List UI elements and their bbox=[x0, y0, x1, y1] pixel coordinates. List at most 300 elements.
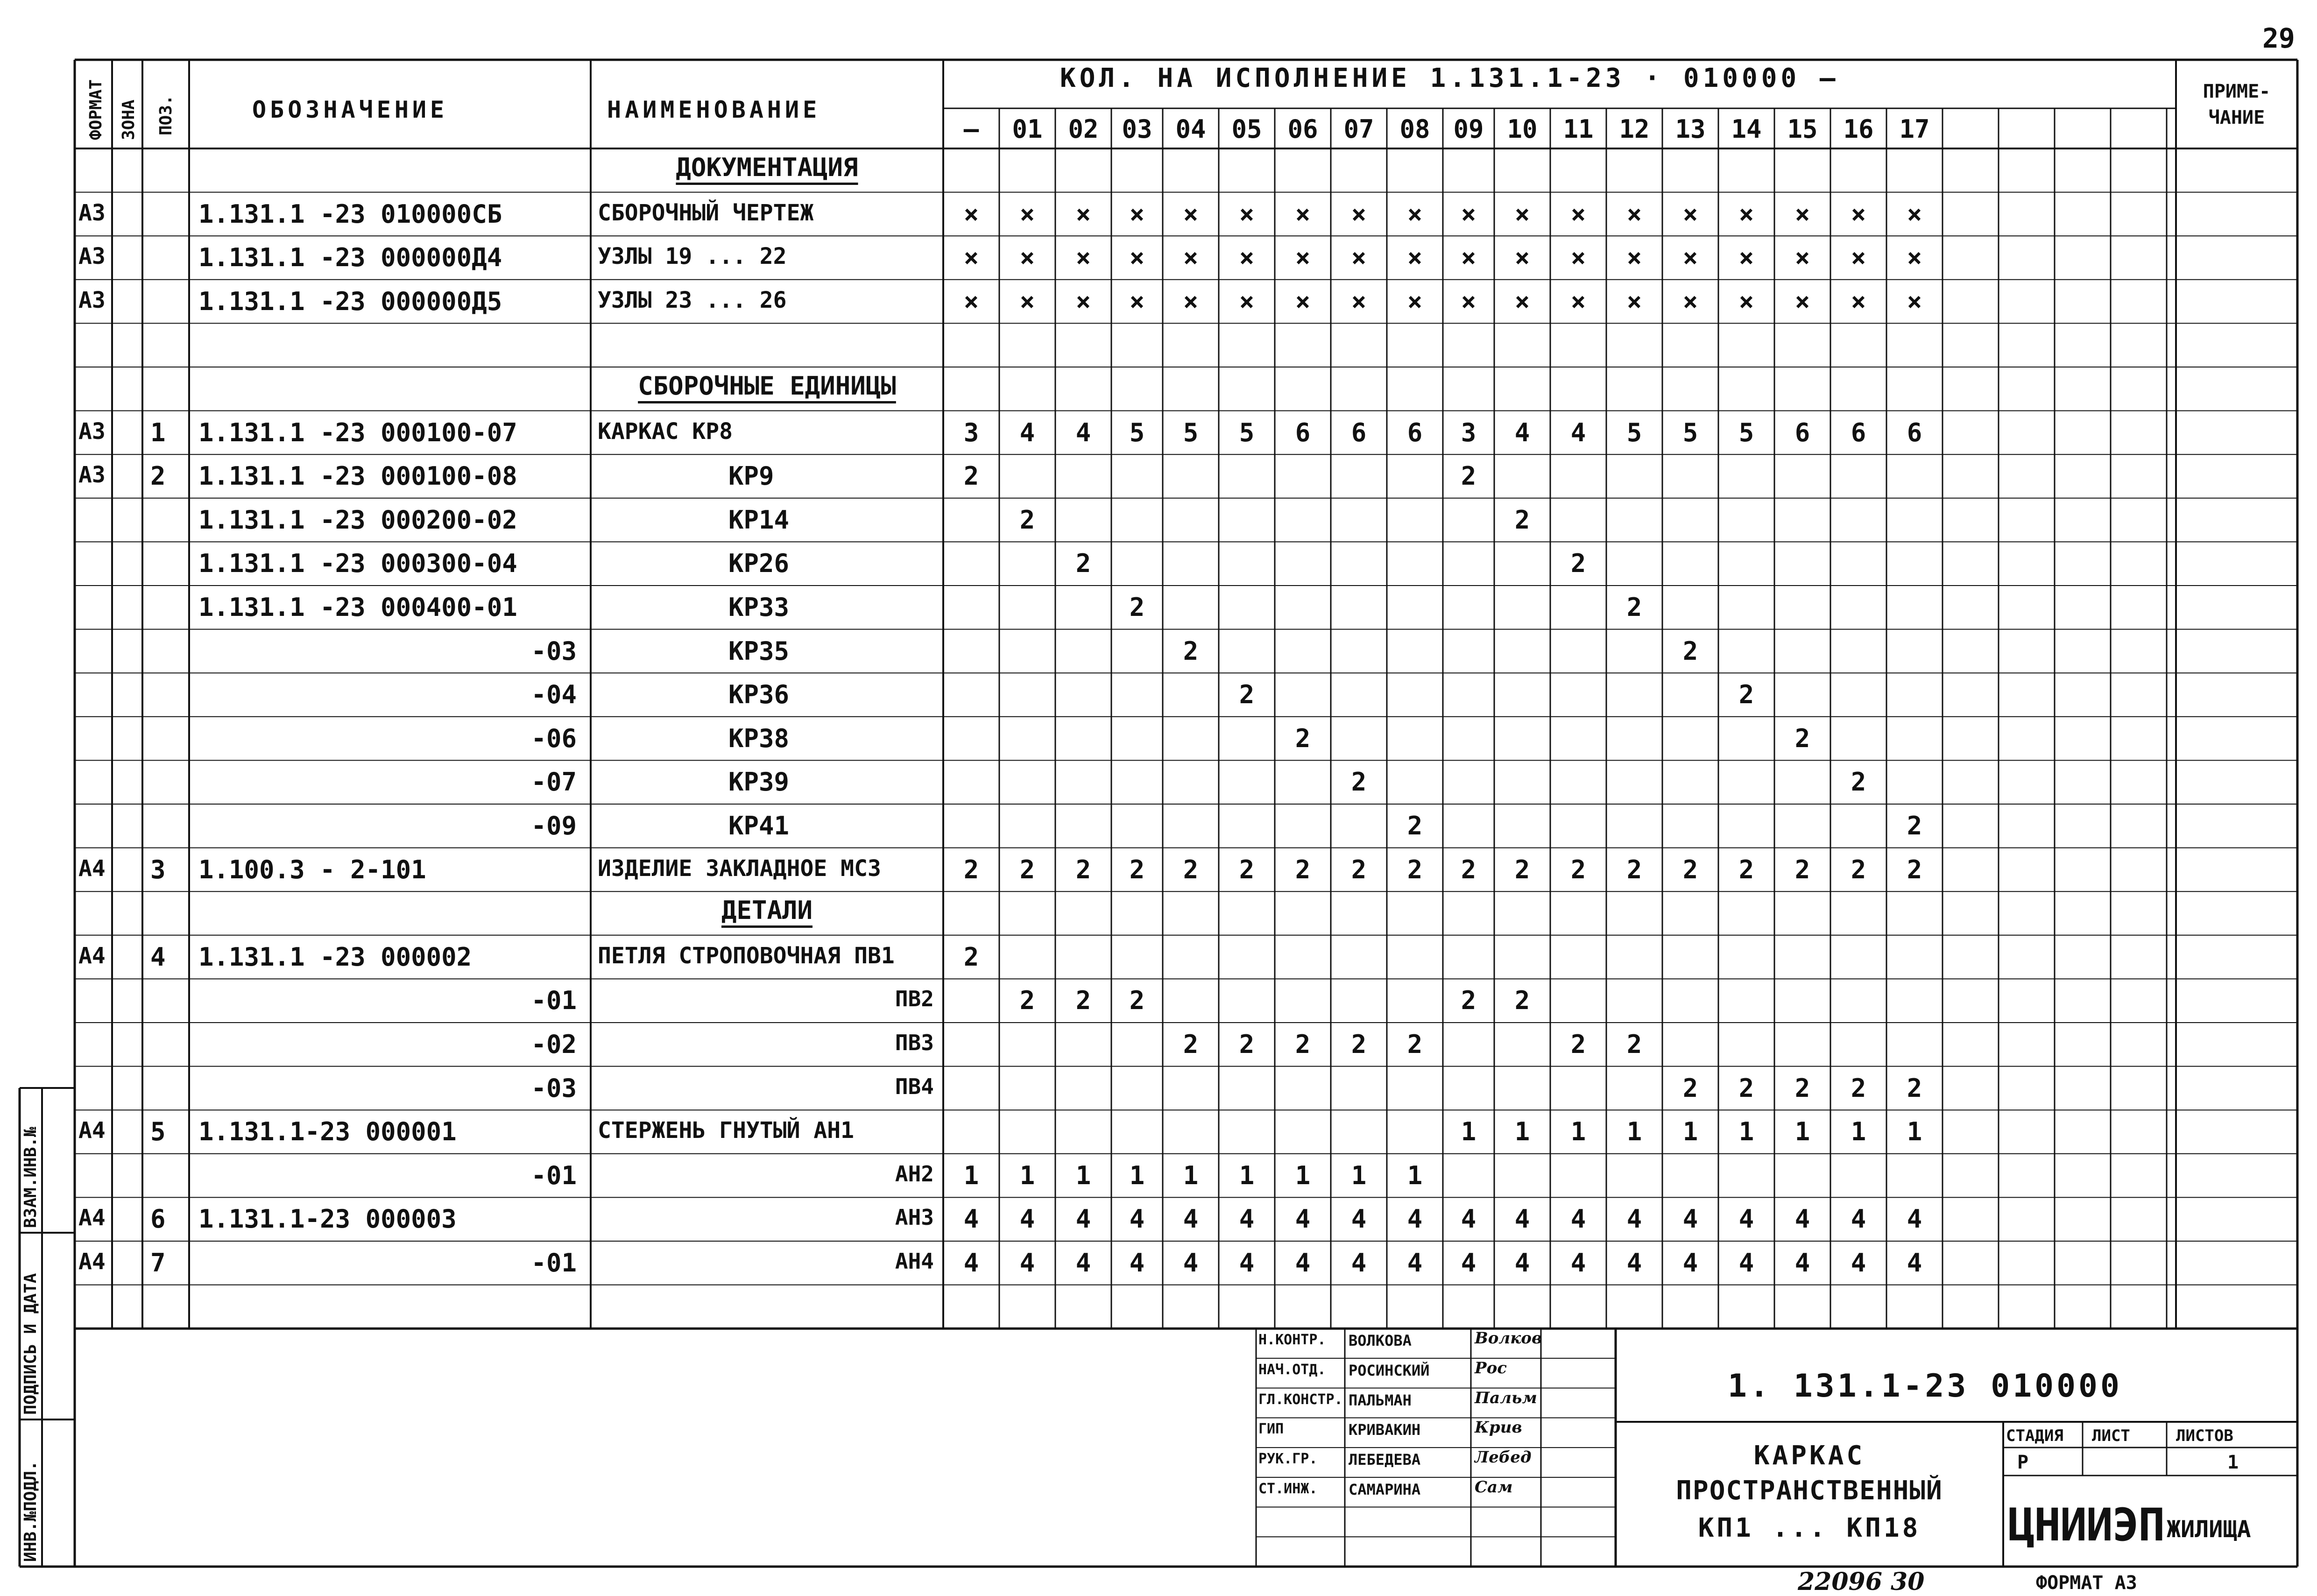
qty-cell: 2 bbox=[1794, 723, 1810, 753]
header-format: ФОРМАТ bbox=[86, 79, 106, 140]
qty-cell: 2 bbox=[1738, 854, 1754, 884]
variant-header-4: 04 bbox=[1175, 114, 1206, 144]
title-line-3: КП1 ... КП18 bbox=[1698, 1513, 1921, 1543]
qty-cell: × bbox=[1514, 199, 1530, 229]
qty-cell: 2 bbox=[1295, 723, 1311, 753]
variant-header-14: 14 bbox=[1731, 114, 1762, 144]
signature: Лебед bbox=[1475, 1448, 1532, 1467]
row-name: СТЕРЖЕНЬ ГНУТЫЙ АН1 bbox=[598, 1117, 855, 1144]
role-label: НАЧ.ОТД. bbox=[1258, 1361, 1326, 1378]
qty-cell: 2 bbox=[1738, 1073, 1754, 1103]
qty-cell: × bbox=[1019, 286, 1035, 316]
row-name: ПВ2 bbox=[895, 986, 934, 1012]
variant-header-9: 09 bbox=[1453, 114, 1484, 144]
row-designation: 1.131.1 -23 010000СБ bbox=[198, 199, 502, 229]
qty-cell: 4 bbox=[1461, 1204, 1476, 1234]
qty-cell: 5 bbox=[1239, 417, 1255, 447]
qty-cell: 2 bbox=[1907, 811, 1922, 840]
qty-cell: 2 bbox=[1351, 854, 1367, 884]
row-designation: 1.131.1 -23 000000Д5 bbox=[198, 286, 502, 316]
qty-cell: × bbox=[1794, 243, 1810, 273]
qty-cell: 6 bbox=[1907, 417, 1922, 447]
qty-cell: 4 bbox=[1907, 1204, 1922, 1234]
qty-cell: × bbox=[1461, 199, 1476, 229]
qty-cell: × bbox=[1682, 243, 1698, 273]
qty-cell: 4 bbox=[1295, 1204, 1311, 1234]
qty-cell: 2 bbox=[1626, 854, 1642, 884]
qty-cell: 2 bbox=[1129, 593, 1145, 622]
row-designation: 1.131.1-23 000003 bbox=[198, 1204, 457, 1234]
qty-cell: 4 bbox=[1682, 1204, 1698, 1234]
qty-cell: × bbox=[1907, 243, 1922, 273]
title-line-2: ПРОСТРАНСТВЕННЫЙ bbox=[1676, 1476, 1943, 1506]
row-format: А3 bbox=[78, 462, 106, 488]
row-designation: 1.131.1 -23 000100-08 bbox=[198, 461, 517, 491]
row-designation: -07 bbox=[531, 767, 577, 797]
side-stamp-replacement: ВЗАМ.ИНВ.№ bbox=[21, 1127, 40, 1228]
side-stamp-inventory: ИНВ.№ПОДЛ. bbox=[21, 1461, 40, 1562]
qty-cell: 2 bbox=[1295, 1030, 1311, 1059]
qty-cell: 1 bbox=[1738, 1117, 1754, 1147]
qty-cell: 5 bbox=[1626, 417, 1642, 447]
qty-cell: 2 bbox=[1851, 854, 1866, 884]
row-format: А3 bbox=[78, 199, 106, 226]
qty-cell: × bbox=[1738, 243, 1754, 273]
variant-header-0: – bbox=[963, 114, 979, 144]
qty-cell: 1 bbox=[963, 1160, 979, 1190]
qty-cell: 5 bbox=[1183, 417, 1199, 447]
qty-cell: × bbox=[1129, 286, 1145, 316]
row-pos: 3 bbox=[150, 854, 166, 884]
qty-cell: 4 bbox=[1129, 1204, 1145, 1234]
section-heading: СБОРОЧНЫЕ ЕДИНИЦЫ bbox=[638, 371, 896, 401]
qty-cell: × bbox=[1351, 199, 1367, 229]
qty-cell: × bbox=[1075, 286, 1091, 316]
section-heading: ДЕТАЛИ bbox=[721, 896, 813, 925]
qty-cell: 1 bbox=[1295, 1160, 1311, 1190]
qty-cell: 1 bbox=[1570, 1117, 1586, 1147]
stage-label: СТАДИЯ bbox=[2006, 1427, 2063, 1445]
qty-cell: 4 bbox=[1183, 1204, 1199, 1234]
qty-cell: 6 bbox=[1794, 417, 1810, 447]
qty-cell: 2 bbox=[1570, 549, 1586, 579]
row-name: КР14 bbox=[728, 505, 790, 535]
qty-cell: × bbox=[1295, 199, 1311, 229]
variant-header-7: 07 bbox=[1343, 114, 1374, 144]
qty-cell: 2 bbox=[1129, 854, 1145, 884]
variant-header-17: 17 bbox=[1899, 114, 1930, 144]
qty-cell: 4 bbox=[1626, 1204, 1642, 1234]
qty-cell: 6 bbox=[1407, 417, 1423, 447]
row-designation: -01 bbox=[531, 1248, 577, 1278]
person-name: РОСИНСКИЙ bbox=[1349, 1361, 1430, 1379]
row-name: СБОРОЧНЫЙ ЧЕРТЕЖ bbox=[598, 199, 814, 226]
qty-cell: × bbox=[963, 286, 979, 316]
qty-cell: × bbox=[1514, 286, 1530, 316]
qty-cell: 2 bbox=[1239, 854, 1255, 884]
qty-cell: 2 bbox=[1075, 986, 1091, 1016]
qty-cell: 2 bbox=[1682, 854, 1698, 884]
qty-cell: 4 bbox=[1570, 417, 1586, 447]
qty-cell: 4 bbox=[1794, 1204, 1810, 1234]
qty-cell: × bbox=[1907, 199, 1922, 229]
qty-cell: × bbox=[1851, 199, 1866, 229]
row-pos: 4 bbox=[150, 942, 166, 972]
header-zone: ЗОНА bbox=[119, 99, 138, 140]
qty-cell: 4 bbox=[1239, 1204, 1255, 1234]
row-name: ИЗДЕЛИЕ ЗАКЛАДНОЕ МС3 bbox=[598, 855, 881, 882]
qty-cell: × bbox=[1907, 286, 1922, 316]
qty-cell: × bbox=[1407, 243, 1423, 273]
qty-cell: 4 bbox=[1019, 1248, 1035, 1278]
qty-cell: 4 bbox=[1239, 1248, 1255, 1278]
row-designation: -06 bbox=[531, 723, 577, 753]
qty-cell: 2 bbox=[1738, 680, 1754, 710]
role-label: ГИП bbox=[1258, 1421, 1284, 1438]
qty-cell: 2 bbox=[1794, 854, 1810, 884]
qty-cell: 1 bbox=[1626, 1117, 1642, 1147]
row-name: АН2 bbox=[895, 1161, 934, 1186]
qty-cell: × bbox=[1239, 199, 1255, 229]
qty-cell: 4 bbox=[1570, 1248, 1586, 1278]
row-name: КР26 bbox=[728, 549, 790, 579]
qty-cell: × bbox=[1794, 199, 1810, 229]
qty-cell: 2 bbox=[1514, 854, 1530, 884]
qty-cell: 4 bbox=[1075, 1204, 1091, 1234]
qty-cell: 1 bbox=[1794, 1117, 1810, 1147]
qty-cell: 4 bbox=[1019, 417, 1035, 447]
row-pos: 6 bbox=[150, 1204, 166, 1234]
qty-cell: × bbox=[1738, 199, 1754, 229]
qty-cell: 3 bbox=[963, 417, 979, 447]
qty-cell: 1 bbox=[1075, 1160, 1091, 1190]
row-designation: 1.131.1 -23 000300-04 bbox=[198, 549, 517, 579]
role-label: СТ.ИНЖ. bbox=[1258, 1480, 1318, 1497]
row-pos: 5 bbox=[150, 1117, 166, 1147]
qty-cell: 1 bbox=[1682, 1117, 1698, 1147]
format-label: ФОРМАТ А3 bbox=[2036, 1572, 2137, 1594]
row-name: УЗЛЫ 23 ... 26 bbox=[598, 287, 787, 313]
row-format: А4 bbox=[78, 1117, 106, 1144]
qty-cell: 4 bbox=[1295, 1248, 1311, 1278]
row-designation: -01 bbox=[531, 986, 577, 1016]
role-label: РУК.ГР. bbox=[1258, 1451, 1318, 1468]
row-format: А3 bbox=[78, 418, 106, 445]
qty-cell: 4 bbox=[1075, 1248, 1091, 1278]
row-name: ПЕТЛЯ СТРОПОВОЧНАЯ ПВ1 bbox=[598, 942, 895, 969]
qty-cell: 1 bbox=[1129, 1160, 1145, 1190]
row-designation: -03 bbox=[531, 1073, 577, 1103]
qty-cell: × bbox=[1461, 286, 1476, 316]
qty-cell: × bbox=[1626, 243, 1642, 273]
qty-cell: × bbox=[1461, 243, 1476, 273]
qty-cell: 2 bbox=[1461, 986, 1476, 1016]
qty-cell: 2 bbox=[1851, 767, 1866, 797]
side-stamp-signature: ПОДПИСЬ И ДАТА bbox=[21, 1273, 40, 1415]
signature: Волков bbox=[1475, 1329, 1542, 1348]
row-name: КР9 bbox=[728, 461, 774, 491]
row-designation: 1.131.1 -23 000200-02 bbox=[198, 505, 517, 535]
qty-cell: 2 bbox=[1183, 1030, 1199, 1059]
qty-cell: 4 bbox=[1738, 1248, 1754, 1278]
qty-cell: 2 bbox=[1019, 505, 1035, 535]
row-designation: 1.131.1 -23 000400-01 bbox=[198, 593, 517, 622]
header-pos: ПОЗ. bbox=[156, 95, 176, 135]
qty-cell: × bbox=[1407, 286, 1423, 316]
qty-cell: 2 bbox=[1129, 986, 1145, 1016]
qty-cell: × bbox=[1075, 243, 1091, 273]
variant-header-12: 12 bbox=[1619, 114, 1650, 144]
qty-cell: 2 bbox=[1239, 680, 1255, 710]
qty-cell: × bbox=[1183, 286, 1199, 316]
row-format: А4 bbox=[78, 1249, 106, 1275]
qty-cell: 4 bbox=[1851, 1204, 1866, 1234]
qty-cell: 4 bbox=[963, 1204, 979, 1234]
qty-cell: × bbox=[1851, 286, 1866, 316]
qty-cell: 3 bbox=[1461, 417, 1476, 447]
qty-cell: 2 bbox=[1407, 854, 1423, 884]
qty-cell: × bbox=[1407, 199, 1423, 229]
person-name: КРИВАКИН bbox=[1349, 1421, 1421, 1439]
row-designation: 1.131.1 -23 000002 bbox=[198, 942, 472, 972]
signature: Рос bbox=[1475, 1358, 1507, 1377]
qty-cell: × bbox=[1794, 286, 1810, 316]
variant-header-5: 05 bbox=[1231, 114, 1262, 144]
section-heading: ДОКУМЕНТАЦИЯ bbox=[676, 153, 858, 182]
qty-cell: 2 bbox=[1295, 854, 1311, 884]
row-name: АН4 bbox=[895, 1249, 934, 1274]
signature: Сам bbox=[1475, 1477, 1513, 1497]
qty-cell: 1 bbox=[1239, 1160, 1255, 1190]
qty-cell: 2 bbox=[1851, 1073, 1866, 1103]
qty-cell: 2 bbox=[1019, 986, 1035, 1016]
qty-cell: 2 bbox=[963, 461, 979, 491]
row-name: КР38 bbox=[728, 723, 790, 753]
row-name: УЗЛЫ 19 ... 22 bbox=[598, 243, 787, 270]
header-name: НАИМЕНОВАНИЕ bbox=[607, 96, 821, 123]
qty-cell: 2 bbox=[1794, 1073, 1810, 1103]
row-format: А4 bbox=[78, 1205, 106, 1231]
qty-cell: × bbox=[1129, 243, 1145, 273]
row-designation: 1.131.1 -23 000000Д4 bbox=[198, 243, 502, 273]
qty-cell: 2 bbox=[1514, 505, 1530, 535]
qty-cell: 2 bbox=[1407, 811, 1423, 840]
sheets-label: ЛИСТОВ bbox=[2176, 1427, 2233, 1445]
qty-cell: 2 bbox=[1407, 1030, 1423, 1059]
qty-cell: 2 bbox=[1626, 593, 1642, 622]
qty-cell: 2 bbox=[1514, 986, 1530, 1016]
person-name: ПАЛЬМАН bbox=[1349, 1391, 1412, 1409]
qty-cell: 4 bbox=[1570, 1204, 1586, 1234]
qty-cell: × bbox=[1239, 243, 1255, 273]
qty-cell: 2 bbox=[1570, 854, 1586, 884]
variant-header-16: 16 bbox=[1843, 114, 1874, 144]
qty-cell: × bbox=[963, 199, 979, 229]
qty-cell: 4 bbox=[1626, 1248, 1642, 1278]
qty-cell: 4 bbox=[1514, 1204, 1530, 1234]
variant-header-6: 06 bbox=[1287, 114, 1318, 144]
variant-header-2: 02 bbox=[1068, 114, 1099, 144]
qty-cell: 2 bbox=[1183, 636, 1199, 666]
qty-cell: 1 bbox=[1851, 1117, 1866, 1147]
qty-cell: 6 bbox=[1351, 417, 1367, 447]
qty-cell: 2 bbox=[1351, 1030, 1367, 1059]
variant-header-13: 13 bbox=[1675, 114, 1706, 144]
qty-cell: 2 bbox=[1570, 1030, 1586, 1059]
sheets-value: 1 bbox=[2227, 1452, 2239, 1473]
qty-cell: × bbox=[1351, 286, 1367, 316]
title-line-1: КАРКАС bbox=[1753, 1441, 1865, 1471]
qty-cell: 2 bbox=[1682, 1073, 1698, 1103]
variant-header-8: 08 bbox=[1399, 114, 1430, 144]
qty-cell: 1 bbox=[1461, 1117, 1476, 1147]
row-designation: -01 bbox=[531, 1160, 577, 1190]
qty-cell: 1 bbox=[1907, 1117, 1922, 1147]
qty-cell: 4 bbox=[1682, 1248, 1698, 1278]
page-number: 29 bbox=[2262, 22, 2295, 54]
qty-cell: × bbox=[1239, 286, 1255, 316]
qty-cell: 4 bbox=[1407, 1204, 1423, 1234]
row-name: ПВ4 bbox=[895, 1073, 934, 1099]
qty-cell: 4 bbox=[1351, 1248, 1367, 1278]
signature: Пальм bbox=[1475, 1388, 1537, 1407]
role-label: Н.КОНТР. bbox=[1258, 1332, 1326, 1349]
qty-cell: 4 bbox=[1351, 1204, 1367, 1234]
variant-header-10: 10 bbox=[1507, 114, 1538, 144]
qty-cell: × bbox=[1183, 243, 1199, 273]
qty-cell: 5 bbox=[1738, 417, 1754, 447]
role-label: ГЛ.КОНСТР. bbox=[1258, 1391, 1343, 1408]
person-name: ВОЛКОВА bbox=[1349, 1332, 1412, 1350]
row-designation: -02 bbox=[531, 1030, 577, 1059]
org-logo: ЦНИИЭП bbox=[2008, 1499, 2164, 1551]
row-format: А3 bbox=[78, 243, 106, 270]
qty-cell: 2 bbox=[1351, 767, 1367, 797]
qty-cell: × bbox=[1075, 199, 1091, 229]
row-name: КР35 bbox=[728, 636, 790, 666]
row-designation: -04 bbox=[531, 680, 577, 710]
qty-cell: 2 bbox=[1239, 1030, 1255, 1059]
variant-header-1: 01 bbox=[1012, 114, 1043, 144]
qty-cell: × bbox=[1514, 243, 1530, 273]
qty-cell: 2 bbox=[1019, 854, 1035, 884]
qty-cell: 1 bbox=[1514, 1117, 1530, 1147]
qty-cell: 2 bbox=[1075, 854, 1091, 884]
org-subtitle: ЖИЛИЩА bbox=[2167, 1516, 2251, 1543]
qty-cell: × bbox=[1738, 286, 1754, 316]
person-name: САМАРИНА bbox=[1349, 1480, 1421, 1498]
qty-cell: 2 bbox=[1626, 1030, 1642, 1059]
qty-cell: 2 bbox=[963, 942, 979, 972]
row-pos: 2 bbox=[150, 461, 166, 491]
row-pos: 1 bbox=[150, 417, 166, 447]
row-designation: -09 bbox=[531, 811, 577, 840]
qty-cell: 2 bbox=[1461, 854, 1476, 884]
qty-cell: 6 bbox=[1295, 417, 1311, 447]
person-name: ЛЕБЕДЕВА bbox=[1349, 1451, 1421, 1469]
qty-cell: 4 bbox=[963, 1248, 979, 1278]
row-name: КР41 bbox=[728, 811, 790, 840]
qty-cell: × bbox=[1682, 286, 1698, 316]
row-pos: 7 bbox=[150, 1248, 166, 1278]
signature: Крив bbox=[1475, 1418, 1522, 1437]
qty-cell: 4 bbox=[1514, 1248, 1530, 1278]
stage-value: Р bbox=[2017, 1452, 2029, 1473]
row-name: КАРКАС КР8 bbox=[598, 418, 733, 445]
qty-cell: × bbox=[1570, 286, 1586, 316]
qty-cell: 2 bbox=[1907, 854, 1922, 884]
qty-cell: 4 bbox=[1907, 1248, 1922, 1278]
qty-cell: × bbox=[1019, 199, 1035, 229]
qty-cell: × bbox=[963, 243, 979, 273]
row-name: КР39 bbox=[728, 767, 790, 797]
qty-cell: × bbox=[1351, 243, 1367, 273]
qty-cell: 4 bbox=[1075, 417, 1091, 447]
qty-cell: × bbox=[1570, 199, 1586, 229]
qty-cell: 2 bbox=[963, 854, 979, 884]
qty-cell: 1 bbox=[1019, 1160, 1035, 1190]
row-designation: 1.100.3 - 2-101 bbox=[198, 854, 426, 884]
header-note: ПРИМЕ- ЧАНИЕ bbox=[2203, 81, 2271, 128]
archive-number: 22096 30 bbox=[1798, 1568, 1925, 1596]
qty-cell: × bbox=[1183, 199, 1199, 229]
row-name: ПВ3 bbox=[895, 1030, 934, 1055]
row-name: АН3 bbox=[895, 1205, 934, 1230]
row-designation: 1.131.1-23 000001 bbox=[198, 1117, 457, 1147]
row-format: А4 bbox=[78, 942, 106, 969]
header-designation: ОБОЗНАЧЕНИЕ bbox=[252, 96, 448, 123]
qty-cell: 2 bbox=[1075, 549, 1091, 579]
qty-cell: × bbox=[1019, 243, 1035, 273]
qty-cell: 2 bbox=[1682, 636, 1698, 666]
qty-cell: 4 bbox=[1129, 1248, 1145, 1278]
qty-cell: × bbox=[1851, 243, 1866, 273]
qty-cell: 1 bbox=[1407, 1160, 1423, 1190]
qty-cell: × bbox=[1129, 199, 1145, 229]
qty-cell: 2 bbox=[1907, 1073, 1922, 1103]
qty-cell: × bbox=[1295, 243, 1311, 273]
qty-cell: × bbox=[1295, 286, 1311, 316]
qty-cell: × bbox=[1626, 286, 1642, 316]
qty-cell: 6 bbox=[1851, 417, 1866, 447]
row-designation: 1.131.1 -23 000100-07 bbox=[198, 417, 517, 447]
row-format: А3 bbox=[78, 287, 106, 313]
qty-cell: 4 bbox=[1851, 1248, 1866, 1278]
qty-cell: 5 bbox=[1682, 417, 1698, 447]
qty-cell: 2 bbox=[1461, 461, 1476, 491]
row-format: А4 bbox=[78, 855, 106, 882]
row-designation: -03 bbox=[531, 636, 577, 666]
qty-cell: × bbox=[1682, 199, 1698, 229]
qty-cell: 4 bbox=[1738, 1204, 1754, 1234]
qty-cell: 4 bbox=[1407, 1248, 1423, 1278]
qty-cell: 5 bbox=[1129, 417, 1145, 447]
qty-cell: 1 bbox=[1351, 1160, 1367, 1190]
variant-header-11: 11 bbox=[1563, 114, 1594, 144]
sheet-label: ЛИСТ bbox=[2092, 1427, 2130, 1445]
doc-code: 1. 131.1-23 010000 bbox=[1728, 1368, 2122, 1405]
qty-cell: 4 bbox=[1019, 1204, 1035, 1234]
qty-cell: 4 bbox=[1461, 1248, 1476, 1278]
qty-cell: 1 bbox=[1183, 1160, 1199, 1190]
variant-header-15: 15 bbox=[1787, 114, 1818, 144]
qty-cell: × bbox=[1626, 199, 1642, 229]
qty-cell: 2 bbox=[1183, 854, 1199, 884]
qty-cell: 4 bbox=[1794, 1248, 1810, 1278]
row-name: КР33 bbox=[728, 593, 790, 622]
row-name: КР36 bbox=[728, 680, 790, 710]
qty-cell: 4 bbox=[1183, 1248, 1199, 1278]
